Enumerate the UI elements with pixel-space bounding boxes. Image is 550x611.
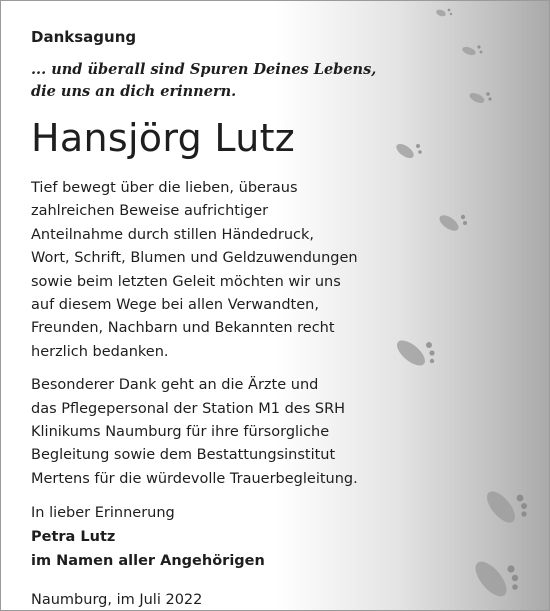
- on-behalf-line: im Namen aller Angehörigen: [31, 553, 265, 570]
- closing-signature: [31, 501, 431, 573]
- text-line: auf diesem Wege bei allen Verwandten,: [31, 297, 319, 314]
- text-line: Freunden, Nachbarn und Bekannten recht: [31, 320, 335, 337]
- quote-line: ... und überall sind Spuren Deines Lebens,: [31, 61, 377, 78]
- notice-heading: Danksagung: [31, 28, 137, 46]
- text-line: sowie beim letzten Geleit möchten wir uns: [31, 273, 341, 290]
- text-line: das Pflegepersonal der Station M1 des SRH: [31, 400, 346, 417]
- text-line: Begleitung sowie dem Bestattungsinstitut: [31, 447, 336, 464]
- notice-content: [31, 27, 431, 611]
- thanks-paragraph: [31, 177, 431, 364]
- text-line: Tief bewegt über die lieben, überaus: [31, 180, 298, 196]
- special-thanks-paragraph: [31, 374, 431, 491]
- deceased-name: Hansjörg Lutz: [31, 116, 296, 160]
- signer-name: Petra Lutz: [31, 529, 116, 546]
- text-line: Anteilnahme durch stillen Händedruck,: [31, 226, 314, 243]
- text-line: Besonderer Dank geht an die Ärzte und: [31, 377, 319, 394]
- text-line: Klinikums Naumburg für ihre fürsorgliche: [31, 424, 330, 441]
- quote-line: die uns an dich erinnern.: [31, 83, 237, 100]
- place-date: Naumburg, im Juli 2022: [31, 592, 203, 609]
- text-line: Wort, Schrift, Blumen und Geldzuwendungen: [31, 250, 358, 267]
- text-line: zahlreichen Beweise aufrichtiger: [31, 203, 269, 220]
- text-line: herzlich bedanken.: [31, 343, 169, 360]
- memorial-quote: [31, 59, 431, 103]
- closing-intro: In lieber Erinnerung: [31, 505, 175, 522]
- text-line: Mertens für die würdevolle Trauerbegleitung.: [31, 470, 358, 487]
